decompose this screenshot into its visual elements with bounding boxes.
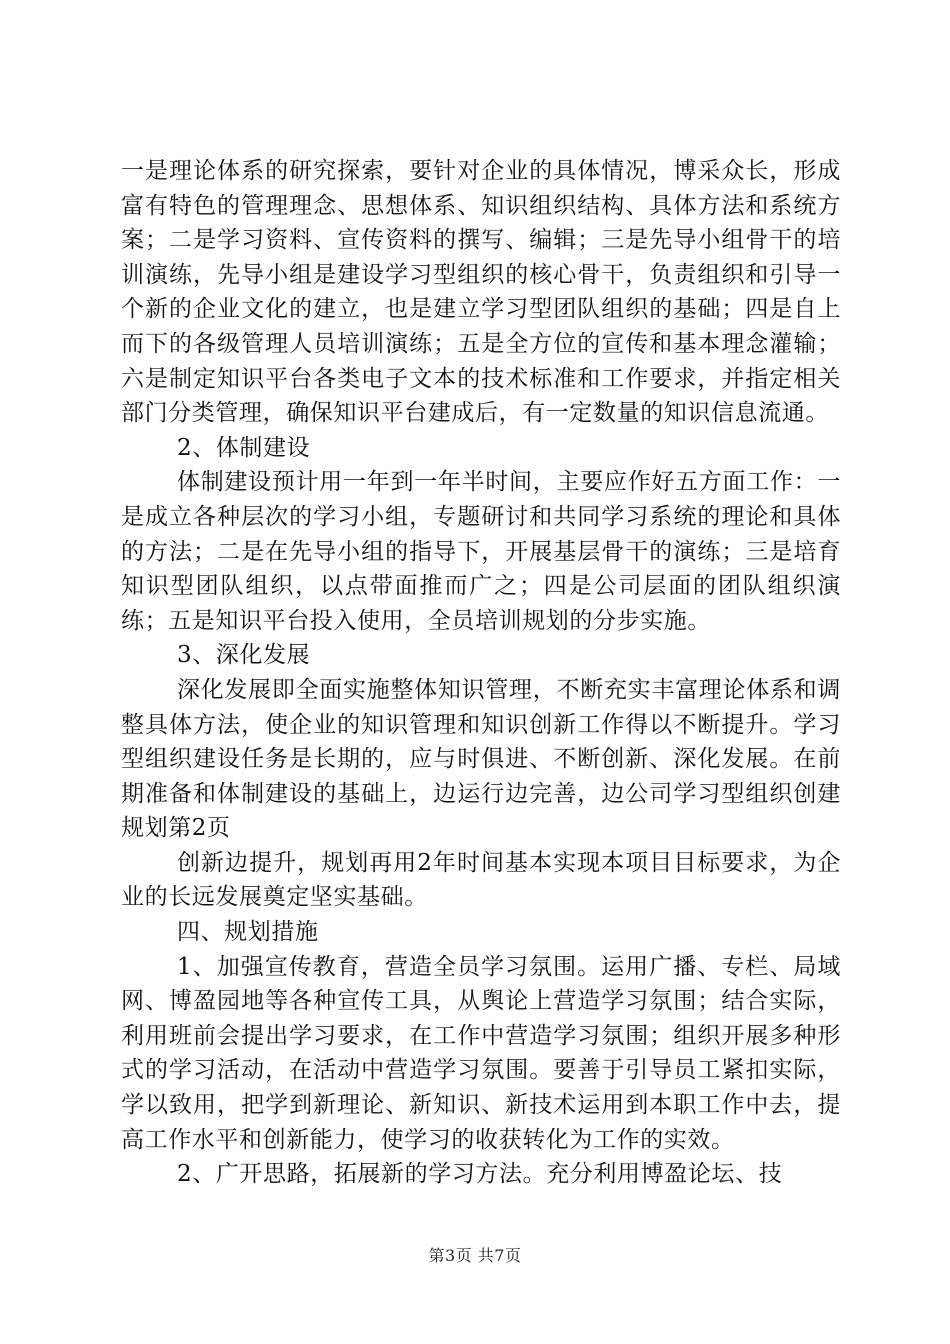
- paragraph-innovation-improvement: 创新边提升，规划再用2年时间基本实现本项目目标要求，为企业的长远发展奠定坚实基础。: [121, 849, 841, 911]
- paragraph-theory-system: 一是理论体系的研究探索，要针对企业的具体情况，博采众长，形成富有特色的管理理念、思想体系、知识组织结构、具体方法和系统方案；二是学习资料、宣传资料的撰写、编辑；三是先导小组骨干的培训演练，先导小组是建设学习型组织的核心骨干，负责组织和引导一个新的企业文化的建立，也是建立学习型团队组织的基础；四是自上而下的各级管理人员培训演练；五是全方位的宣传和基本理念灌输；六是制定知识平台各类电子文本的技术标准和工作要求，并指定相关部门分类管理，确保知识平台建成后，有一定数量的知识信息流通。: [121, 158, 841, 427]
- paragraph-system-building: 体制建设预计用一年到一年半时间，主要应作好五方面工作：一是成立各种层次的学习小组，专题研讨和共同学习系统的理论和具体的方法；二是在先导小组的指导下，开展基层骨干的演练；三是培育知识型团队组织，以点带面推而广之；四是公司层面的团队组织演练；五是知识平台投入使用，全员培训规划的分步实施。: [121, 469, 841, 634]
- section-heading-planning-measures: 四、规划措施: [177, 919, 319, 946]
- page-footer: 第3页 共7页: [428, 1246, 522, 1265]
- section-heading-deepening-development: 3、深化发展: [177, 642, 311, 669]
- document-body: [121, 154, 841, 1192]
- paragraph-measure-learning-methods: 2、广开思路，拓展新的学习方法。充分利用博盈论坛、技: [177, 1161, 783, 1188]
- paragraph-measure-publicity: 1、加强宣传教育，营造全员学习氛围。运用广播、专栏、局域网、博盈园地等各种宣传工具，从舆论上营造学习氛围；结合实际，利用班前会提出学习要求，在工作中营造学习氛围；组织开展多种形式的学习活动，在活动中营造学习氛围。要善于引导员工紧扣实际，学以致用，把学到新理论、新知识、新技术运用到本职工作中去，提高工作水平和创新能力，使学习的收获转化为工作的实效。: [121, 953, 841, 1153]
- paragraph-deepening-development: 深化发展即全面实施整体知识管理，不断充实丰富理论体系和调整具体方法，使企业的知识管理和知识创新工作得以不断提升。学习型组织建设任务是长期的，应与时俱进、不断创新、深化发展。在前期准备和体制建设的基础上，边运行边完善，边公司学习型组织创建规划第2页: [121, 676, 841, 842]
- section-heading-system-building: 2、体制建设: [177, 434, 311, 461]
